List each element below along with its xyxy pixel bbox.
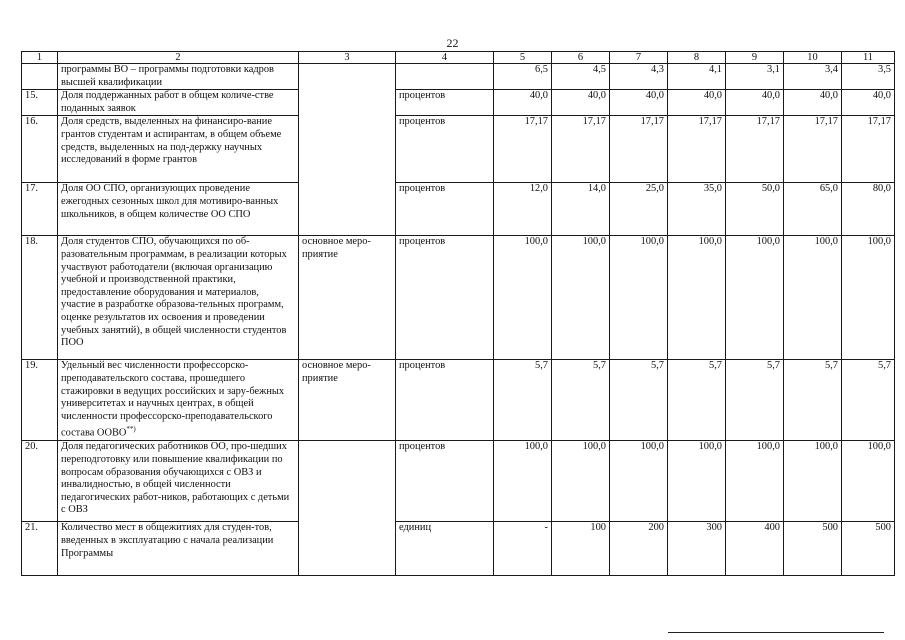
value-cell: 100,0 — [494, 441, 552, 522]
value-cell: 100,0 — [610, 236, 668, 360]
unit-cell — [396, 64, 494, 90]
value-cell: 5,7 — [784, 360, 842, 441]
value-cell: 100,0 — [552, 236, 610, 360]
unit-cell: единиц — [396, 522, 494, 576]
value-cell: 4,5 — [552, 64, 610, 90]
value-cell: 17,17 — [726, 116, 784, 183]
indicator-name: Доля средств, выделенных на финансиро-вание грантов студентам и аспирантам, в общем объеме средств, выделенных на под-держку научных исследований в форме грантов — [58, 116, 299, 183]
value-cell: 100 — [552, 522, 610, 576]
header-cell: 2 — [58, 52, 299, 64]
header-cell: 1 — [22, 52, 58, 64]
unit-cell: процентов — [396, 116, 494, 183]
value-cell: 100,0 — [842, 441, 895, 522]
value-cell: 100,0 — [726, 441, 784, 522]
footnote-marker: **) — [126, 425, 136, 434]
unit-cell: процентов — [396, 236, 494, 360]
value-cell: - — [494, 522, 552, 576]
table-row — [22, 183, 895, 236]
header-cell: 10 — [784, 52, 842, 64]
value-cell: 5,7 — [668, 360, 726, 441]
unit-cell: процентов — [396, 90, 494, 116]
table-row — [22, 522, 895, 576]
value-cell: 40,0 — [610, 90, 668, 116]
value-cell: 50,0 — [726, 183, 784, 236]
value-cell: 100,0 — [610, 441, 668, 522]
value-cell: 5,7 — [494, 360, 552, 441]
page-number: 22 — [446, 36, 459, 50]
value-cell: 400 — [726, 522, 784, 576]
value-cell: 65,0 — [784, 183, 842, 236]
header-cell: 9 — [726, 52, 784, 64]
table-row — [22, 236, 895, 360]
unit-cell: процентов — [396, 183, 494, 236]
row-number: 18. — [22, 236, 58, 360]
value-cell: 5,7 — [842, 360, 895, 441]
value-cell: 40,0 — [784, 90, 842, 116]
row-number: 16. — [22, 116, 58, 183]
value-cell: 17,17 — [494, 116, 552, 183]
value-cell: 40,0 — [668, 90, 726, 116]
event-cell: основное меро-приятие — [299, 360, 396, 441]
value-cell: 40,0 — [726, 90, 784, 116]
value-cell: 12,0 — [494, 183, 552, 236]
value-cell: 5,7 — [726, 360, 784, 441]
value-cell: 80,0 — [842, 183, 895, 236]
header-cell: 11 — [842, 52, 895, 64]
indicator-name: Доля ОО СПО, организующих проведение ежегодных сезонных школ для мотивиро-ванных школьников, в общем количестве ОО СПО — [58, 183, 299, 236]
indicator-name: Доля студентов СПО, обучающихся по об-разовательным программам, в реализации которых участвуют работодатели (включая организацию учебной и производственной практики, предоставление оборудования и материалов, участие в разработке образова-тельных программ, оценке результатов их освоения и проведении учебных занятий), в общей численности студентов ПОО — [58, 236, 299, 360]
value-cell: 3,4 — [784, 64, 842, 90]
value-cell: 17,17 — [784, 116, 842, 183]
value-cell: 4,3 — [610, 64, 668, 90]
value-cell: 35,0 — [668, 183, 726, 236]
value-cell: 100,0 — [784, 236, 842, 360]
header-cell: 8 — [668, 52, 726, 64]
table-row — [22, 64, 895, 90]
indicator-name: Количество мест в общежитиях для студен-тов, введенных в эксплуатацию с начала реализации Программы — [58, 522, 299, 576]
row-number: 17. — [22, 183, 58, 236]
event-cell: основное меро-приятие — [299, 236, 396, 360]
table-row — [22, 441, 895, 522]
value-cell: 17,17 — [610, 116, 668, 183]
value-cell: 17,17 — [842, 116, 895, 183]
value-cell: 500 — [842, 522, 895, 576]
value-cell: 25,0 — [610, 183, 668, 236]
header-row — [22, 52, 895, 64]
header-cell: 7 — [610, 52, 668, 64]
row-number: 19. — [22, 360, 58, 441]
value-cell: 4,1 — [668, 64, 726, 90]
unit-cell: процентов — [396, 360, 494, 441]
indicator-name — [58, 360, 299, 441]
value-cell: 100,0 — [784, 441, 842, 522]
header-cell: 3 — [299, 52, 396, 64]
indicators-table — [21, 51, 895, 576]
value-cell: 300 — [668, 522, 726, 576]
indicator-name-text: Удельный вес численности профессорско-преподавательского состава, прошедшего стажировки в ведущих российских и зару-бежных университетах и научных центрах, в общей численности профессорско-преподавательского состава ООВО — [61, 360, 285, 439]
value-cell: 17,17 — [552, 116, 610, 183]
row-number: 21. — [22, 522, 58, 576]
value-cell: 40,0 — [494, 90, 552, 116]
unit-cell: процентов — [396, 441, 494, 522]
indicator-name: Доля педагогических работников ОО, про-шедших переподготовку или повышение квалификации по вопросам образования обучающихся с ОВЗ и инвалидностью, в общей численности педагогических работ-ников, работающих с детьми с ОВЗ — [58, 441, 299, 522]
indicator-name: программы ВО – программы подготовки кадров высшей квалификации — [58, 64, 299, 90]
value-cell: 5,7 — [552, 360, 610, 441]
table-row — [22, 116, 895, 183]
value-cell: 40,0 — [842, 90, 895, 116]
row-number: 20. — [22, 441, 58, 522]
value-cell: 100,0 — [494, 236, 552, 360]
header-cell: 6 — [552, 52, 610, 64]
table-row — [22, 90, 895, 116]
value-cell: 14,0 — [552, 183, 610, 236]
event-cell — [299, 441, 396, 576]
value-cell: 100,0 — [668, 236, 726, 360]
value-cell: 100,0 — [552, 441, 610, 522]
event-cell — [299, 64, 396, 236]
value-cell: 6,5 — [494, 64, 552, 90]
indicator-name: Доля поддержанных работ в общем количе-стве поданных заявок — [58, 90, 299, 116]
value-cell: 17,17 — [668, 116, 726, 183]
value-cell: 40,0 — [552, 90, 610, 116]
value-cell: 5,7 — [610, 360, 668, 441]
table-row — [22, 360, 895, 441]
value-cell: 500 — [784, 522, 842, 576]
value-cell: 3,1 — [726, 64, 784, 90]
header-cell: 4 — [396, 52, 494, 64]
value-cell: 100,0 — [668, 441, 726, 522]
value-cell: 3,5 — [842, 64, 895, 90]
row-number — [22, 64, 58, 90]
value-cell: 100,0 — [842, 236, 895, 360]
value-cell: 100,0 — [726, 236, 784, 360]
row-number: 15. — [22, 90, 58, 116]
value-cell: 200 — [610, 522, 668, 576]
footnote-separator — [668, 632, 884, 633]
header-cell: 5 — [494, 52, 552, 64]
